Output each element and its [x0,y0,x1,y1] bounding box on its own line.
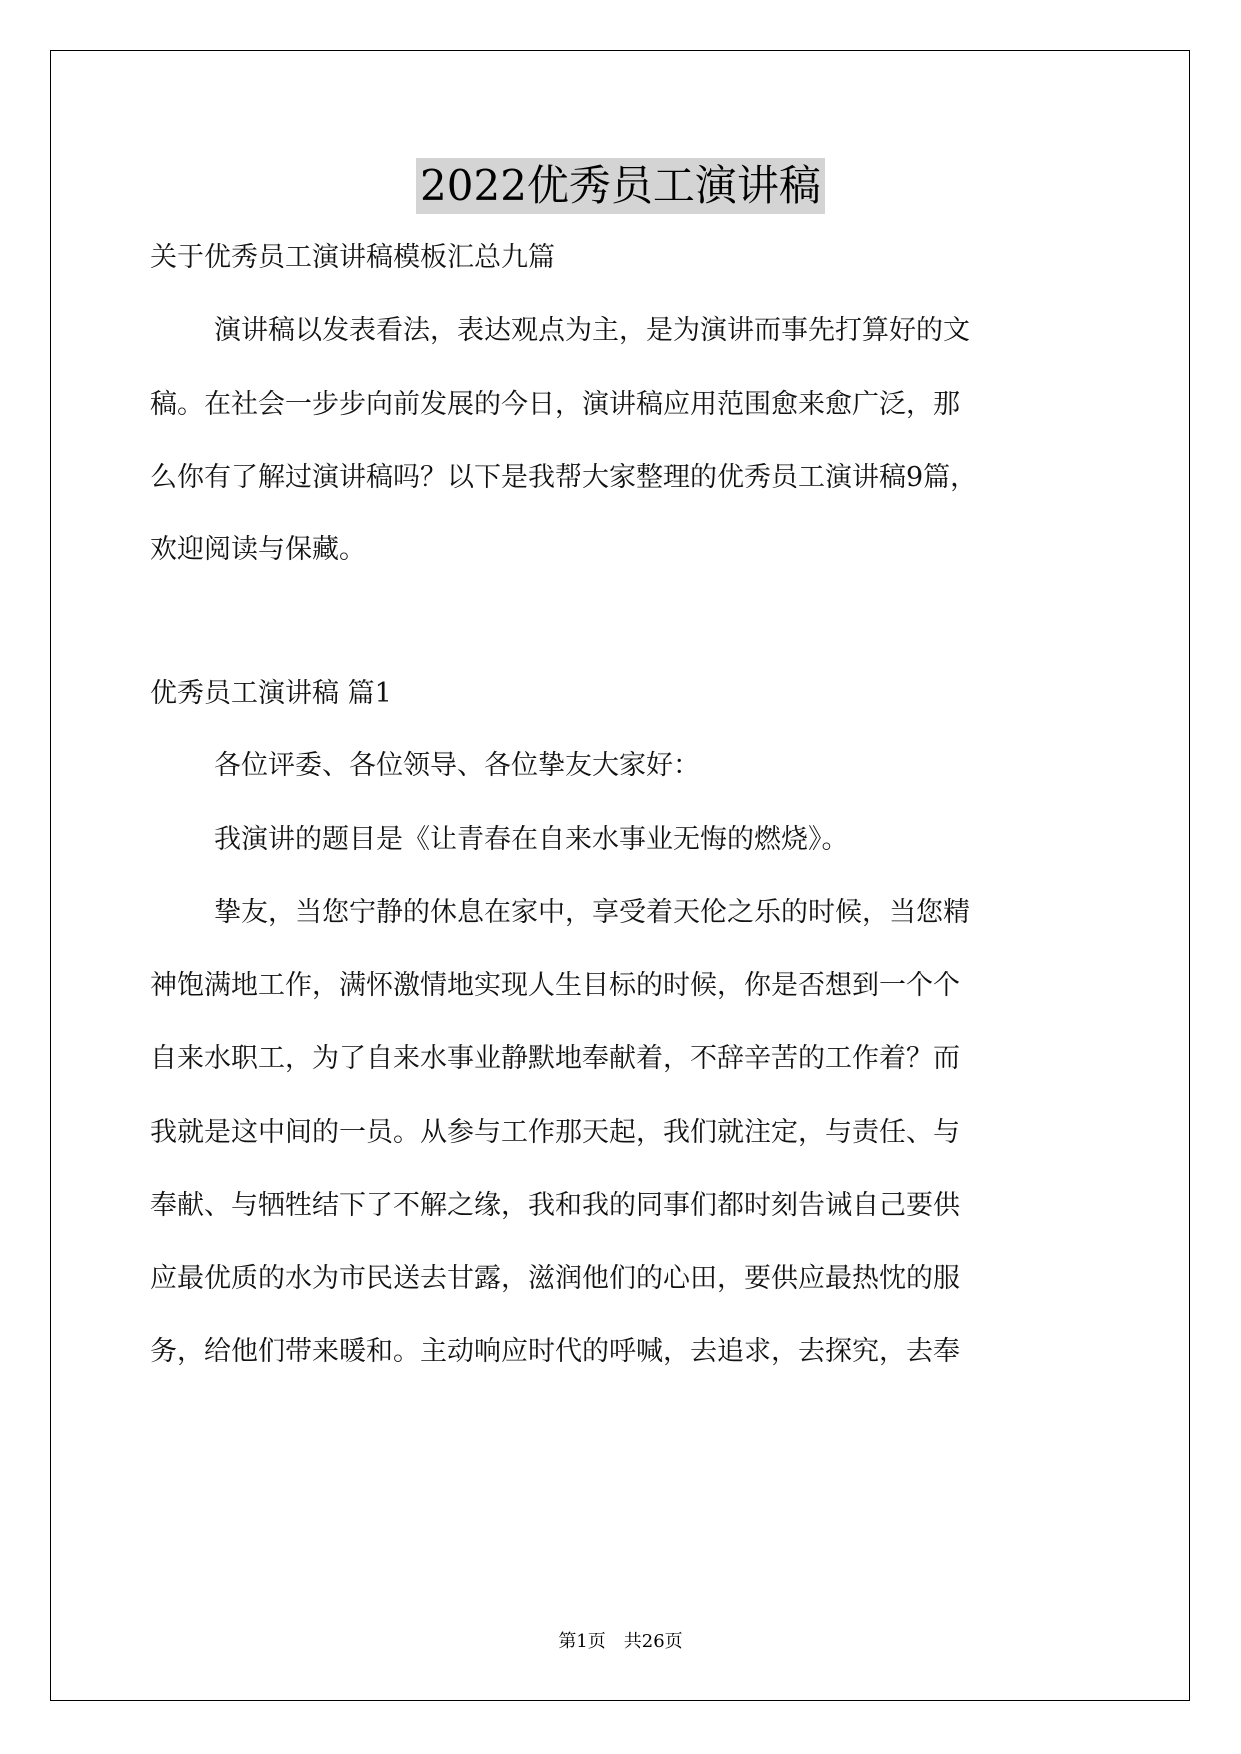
intro-line: 欢迎阅读与保藏。 [150,534,366,565]
body-line: 神饱满地工作，满怀激情地实现人生目标的时候，你是否想到一个个 [150,970,960,1001]
document-subtitle: 关于优秀员工演讲稿模板汇总九篇 [150,242,555,273]
intro-line: 么你有了解过演讲稿吗？以下是我帮大家整理的优秀员工演讲稿9篇， [150,462,978,493]
body-line: 自来水职工，为了自来水事业静默地奉献着，不辞辛苦的工作着？而 [150,1043,960,1074]
body-line: 我就是这中间的一员。从参与工作那天起，我们就注定，与责任、与 [150,1117,960,1148]
page-border [50,50,1190,1701]
greeting-line: 各位评委、各位领导、各位挚友大家好： [214,750,700,781]
title-container [0,158,1241,214]
document-title: 2022优秀员工演讲稿 [416,158,825,214]
section-heading: 优秀员工演讲稿 篇1 [150,678,392,709]
body-line: 应最优质的水为市民送去甘露，滋润他们的心田，要供应最热忱的服 [150,1263,960,1294]
body-line: 务，给他们带来暖和。主动响应时代的呼喊，去追求，去探究，去奉 [150,1336,960,1367]
body-line: 挚友，当您宁静的休息在家中，享受着天伦之乐的时候，当您精 [214,897,970,928]
body-line: 奉献、与牺牲结下了不解之缘，我和我的同事们都时刻告诫自己要供 [150,1190,960,1221]
page-number: 第1页 共26页 [558,1631,683,1652]
topic-line: 我演讲的题目是《让青春在自来水事业无悔的燃烧》。 [214,824,849,855]
intro-line: 稿。在社会一步步向前发展的今日，演讲稿应用范围愈来愈广泛，那 [150,389,960,420]
intro-line: 演讲稿以发表看法，表达观点为主，是为演讲而事先打算好的文 [214,315,970,346]
